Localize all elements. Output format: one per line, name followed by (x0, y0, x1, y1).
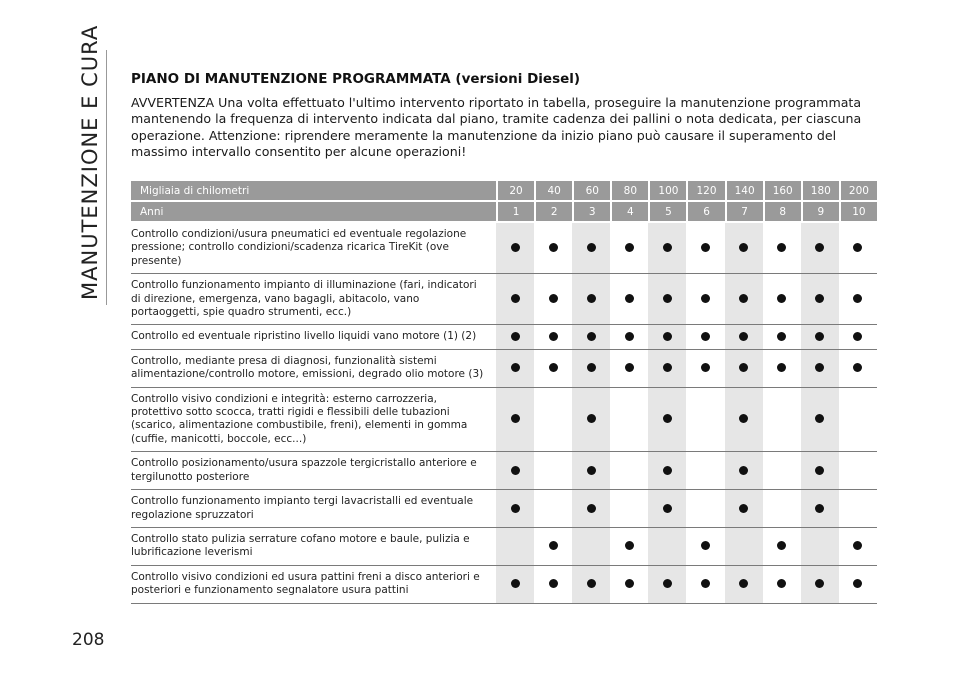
interval-cell (763, 274, 801, 325)
scheduled-dot-icon (701, 294, 710, 303)
interval-cell (686, 452, 724, 490)
interval-cell (648, 528, 686, 566)
km-header-cell: 140 (725, 181, 763, 202)
interval-cell (801, 566, 839, 604)
interval-cell (725, 566, 763, 604)
scheduled-dot-icon (663, 243, 672, 252)
scheduled-dot-icon (853, 294, 862, 303)
interval-cell (725, 528, 763, 566)
section-divider (106, 50, 107, 305)
km-header-cell: 180 (801, 181, 839, 202)
interval-cell (648, 566, 686, 604)
interval-cell (686, 490, 724, 528)
scheduled-dot-icon (511, 294, 520, 303)
scheduled-dot-icon (853, 243, 862, 252)
km-header-cell: 200 (839, 181, 877, 202)
interval-cell (572, 274, 610, 325)
interval-cell (801, 388, 839, 453)
scheduled-dot-icon (625, 579, 634, 588)
interval-cell (496, 325, 534, 349)
scheduled-dot-icon (739, 332, 748, 341)
table-row (131, 452, 877, 490)
km-header-cell: 80 (610, 181, 648, 202)
interval-cell (686, 566, 724, 604)
interval-cell (610, 274, 648, 325)
scheduled-dot-icon (739, 466, 748, 475)
operation-description: Controllo stato pulizia serrature cofano motore e baule, pulizia e lubrificazione leverismi (131, 528, 496, 566)
interval-cell (572, 490, 610, 528)
interval-cell (496, 566, 534, 604)
km-header-cell: 120 (686, 181, 724, 202)
scheduled-dot-icon (815, 363, 824, 372)
interval-cell (763, 490, 801, 528)
table-row (131, 528, 877, 566)
operation-description: Controllo funzionamento impianto tergi lavacristalli ed eventuale regolazione spruzzatori (131, 490, 496, 528)
scheduled-dot-icon (549, 541, 558, 550)
scheduled-dot-icon (587, 243, 596, 252)
interval-cell (725, 452, 763, 490)
interval-cell (496, 490, 534, 528)
scheduled-dot-icon (549, 294, 558, 303)
interval-cell (610, 223, 648, 274)
year-header-cell: 1 (496, 202, 534, 223)
table-row (131, 274, 877, 325)
scheduled-dot-icon (777, 363, 786, 372)
table-row (131, 350, 877, 388)
interval-cell (801, 274, 839, 325)
interval-cell (763, 223, 801, 274)
scheduled-dot-icon (663, 466, 672, 475)
page-heading: PIANO DI MANUTENZIONE PROGRAMMATA (versioni Diesel) (131, 71, 581, 87)
interval-cell (534, 452, 572, 490)
interval-cell (534, 274, 572, 325)
table-row (131, 566, 877, 604)
warning-paragraph: AVVERTENZA Una volta effettuato l'ultimo intervento riportato in tabella, proseguire la manutenzione programmata mantenendo la frequenza di intervento indicata dal piano, tramite cadenza dei pallini o nota dedicata, per ciascuna operazione. Attenzione: riprendere meramente la manutenzione da inizio piano può causare il superamento del massimo intervallo consentito per alcune operazioni! (131, 95, 862, 159)
table-row (131, 490, 877, 528)
interval-cell (763, 325, 801, 349)
interval-cell (763, 566, 801, 604)
scheduled-dot-icon (625, 363, 634, 372)
year-header-cell: 2 (534, 202, 572, 223)
scheduled-dot-icon (587, 294, 596, 303)
interval-cell (763, 452, 801, 490)
scheduled-dot-icon (701, 332, 710, 341)
scheduled-dot-icon (853, 541, 862, 550)
interval-cell (648, 490, 686, 528)
scheduled-dot-icon (663, 579, 672, 588)
interval-cell (839, 350, 877, 388)
interval-cell (725, 274, 763, 325)
interval-cell (572, 350, 610, 388)
scheduled-dot-icon (815, 294, 824, 303)
interval-cell (763, 388, 801, 453)
interval-cell (801, 490, 839, 528)
interval-cell (801, 528, 839, 566)
operation-description: Controllo ed eventuale ripristino livello liquidi vano motore (1) (2) (131, 325, 496, 349)
interval-cell (610, 566, 648, 604)
scheduled-dot-icon (625, 294, 634, 303)
interval-cell (648, 388, 686, 453)
scheduled-dot-icon (663, 414, 672, 423)
year-header-cell: 9 (801, 202, 839, 223)
interval-cell (839, 388, 877, 453)
interval-cell (534, 350, 572, 388)
interval-cell (610, 350, 648, 388)
interval-cell (572, 388, 610, 453)
scheduled-dot-icon (739, 243, 748, 252)
scheduled-dot-icon (549, 579, 558, 588)
scheduled-dot-icon (511, 363, 520, 372)
interval-cell (725, 490, 763, 528)
section-title-vertical: MANUTENZIONE E CURA (78, 24, 102, 300)
table-row (131, 325, 877, 349)
year-header-cell: 3 (572, 202, 610, 223)
year-header-cell: 10 (839, 202, 877, 223)
interval-cell (496, 350, 534, 388)
scheduled-dot-icon (739, 294, 748, 303)
interval-cell (686, 528, 724, 566)
scheduled-dot-icon (587, 504, 596, 513)
scheduled-dot-icon (853, 579, 862, 588)
interval-cell (572, 223, 610, 274)
years-header-label: Anni (131, 202, 496, 223)
scheduled-dot-icon (625, 332, 634, 341)
operation-description: Controllo funzionamento impianto di illuminazione (fari, indicatori di direzione, emergenza, vano bagagli, abitacolo, vano portaoggetti, spie quadro strumenti, ecc.) (131, 274, 496, 325)
scheduled-dot-icon (777, 541, 786, 550)
years-header-row (131, 202, 877, 223)
interval-cell (801, 325, 839, 349)
interval-cell (839, 452, 877, 490)
scheduled-dot-icon (511, 243, 520, 252)
interval-cell (763, 350, 801, 388)
interval-cell (839, 528, 877, 566)
scheduled-dot-icon (815, 504, 824, 513)
interval-cell (725, 223, 763, 274)
interval-cell (534, 325, 572, 349)
year-header-cell: 8 (763, 202, 801, 223)
operation-description: Controllo posizionamento/usura spazzole tergicristallo anteriore e tergilunotto posteriore (131, 452, 496, 490)
scheduled-dot-icon (777, 579, 786, 588)
interval-cell (534, 388, 572, 453)
scheduled-dot-icon (815, 414, 824, 423)
km-header-cell: 160 (763, 181, 801, 202)
scheduled-dot-icon (815, 579, 824, 588)
interval-cell (610, 490, 648, 528)
scheduled-dot-icon (853, 363, 862, 372)
scheduled-dot-icon (815, 332, 824, 341)
interval-cell (686, 223, 724, 274)
scheduled-dot-icon (511, 332, 520, 341)
scheduled-dot-icon (853, 332, 862, 341)
interval-cell (496, 223, 534, 274)
interval-cell (496, 388, 534, 453)
scheduled-dot-icon (663, 332, 672, 341)
interval-cell (763, 528, 801, 566)
year-header-cell: 6 (686, 202, 724, 223)
interval-cell (610, 452, 648, 490)
scheduled-dot-icon (625, 243, 634, 252)
interval-cell (610, 325, 648, 349)
scheduled-dot-icon (549, 243, 558, 252)
interval-cell (610, 388, 648, 453)
scheduled-dot-icon (587, 363, 596, 372)
interval-cell (648, 325, 686, 349)
interval-cell (686, 350, 724, 388)
year-header-cell: 5 (648, 202, 686, 223)
scheduled-dot-icon (663, 363, 672, 372)
scheduled-dot-icon (549, 332, 558, 341)
km-header-label: Migliaia di chilometri (131, 181, 496, 202)
scheduled-dot-icon (587, 466, 596, 475)
km-header-cell: 60 (572, 181, 610, 202)
interval-cell (648, 350, 686, 388)
scheduled-dot-icon (549, 363, 558, 372)
interval-cell (648, 274, 686, 325)
scheduled-dot-icon (739, 414, 748, 423)
km-header-cell: 100 (648, 181, 686, 202)
scheduled-dot-icon (777, 294, 786, 303)
interval-cell (534, 490, 572, 528)
table-row (131, 223, 877, 274)
scheduled-dot-icon (739, 504, 748, 513)
interval-cell (839, 490, 877, 528)
scheduled-dot-icon (777, 332, 786, 341)
interval-cell (496, 528, 534, 566)
scheduled-dot-icon (739, 363, 748, 372)
interval-cell (534, 223, 572, 274)
year-header-cell: 7 (725, 202, 763, 223)
interval-cell (801, 350, 839, 388)
interval-cell (839, 274, 877, 325)
scheduled-dot-icon (701, 579, 710, 588)
scheduled-dot-icon (587, 579, 596, 588)
interval-cell (572, 325, 610, 349)
interval-cell (839, 325, 877, 349)
maintenance-rows (131, 223, 877, 604)
interval-cell (686, 274, 724, 325)
operation-description: Controllo condizioni/usura pneumatici ed eventuale regolazione pressione; controllo condizioni/scadenza ricarica TireKit (ove presente) (131, 223, 496, 274)
interval-cell (496, 452, 534, 490)
scheduled-dot-icon (625, 541, 634, 550)
interval-cell (572, 452, 610, 490)
interval-cell (725, 350, 763, 388)
interval-cell (610, 528, 648, 566)
km-header-cell: 20 (496, 181, 534, 202)
interval-cell (534, 566, 572, 604)
table-row (131, 388, 877, 453)
scheduled-dot-icon (815, 466, 824, 475)
interval-cell (686, 325, 724, 349)
km-header-row (131, 181, 877, 202)
interval-cell (839, 566, 877, 604)
scheduled-dot-icon (777, 243, 786, 252)
interval-cell (801, 223, 839, 274)
interval-cell (572, 566, 610, 604)
interval-cell (496, 274, 534, 325)
scheduled-dot-icon (663, 504, 672, 513)
interval-cell (534, 528, 572, 566)
scheduled-dot-icon (815, 243, 824, 252)
page-number: 208 (72, 630, 105, 650)
scheduled-dot-icon (511, 466, 520, 475)
interval-cell (648, 223, 686, 274)
scheduled-dot-icon (701, 363, 710, 372)
interval-cell (725, 388, 763, 453)
scheduled-dot-icon (511, 579, 520, 588)
scheduled-dot-icon (587, 414, 596, 423)
maintenance-table (131, 181, 877, 604)
interval-cell (725, 325, 763, 349)
interval-cell (686, 388, 724, 453)
operation-description: Controllo, mediante presa di diagnosi, funzionalità sistemi alimentazione/controllo motore, emissioni, degrado olio motore (3) (131, 350, 496, 388)
interval-cell (648, 452, 686, 490)
scheduled-dot-icon (511, 414, 520, 423)
interval-cell (801, 452, 839, 490)
interval-cell (839, 223, 877, 274)
operation-description: Controllo visivo condizioni ed usura pattini freni a disco anteriori e posteriori e funzionamento segnalatore usura pattini (131, 566, 496, 604)
operation-description: Controllo visivo condizioni e integrità: esterno carrozzeria, protettivo sotto scocca, tratti rigidi e flessibili delle tubazioni (scarico, alimentazione combustibile, freni), elementi in gomma (cuffie, manicotti, boccole, ecc...) (131, 388, 496, 453)
scheduled-dot-icon (663, 294, 672, 303)
scheduled-dot-icon (701, 541, 710, 550)
scheduled-dot-icon (701, 243, 710, 252)
scheduled-dot-icon (511, 504, 520, 513)
interval-cell (572, 528, 610, 566)
km-header-cell: 40 (534, 181, 572, 202)
year-header-cell: 4 (610, 202, 648, 223)
scheduled-dot-icon (739, 579, 748, 588)
scheduled-dot-icon (587, 332, 596, 341)
